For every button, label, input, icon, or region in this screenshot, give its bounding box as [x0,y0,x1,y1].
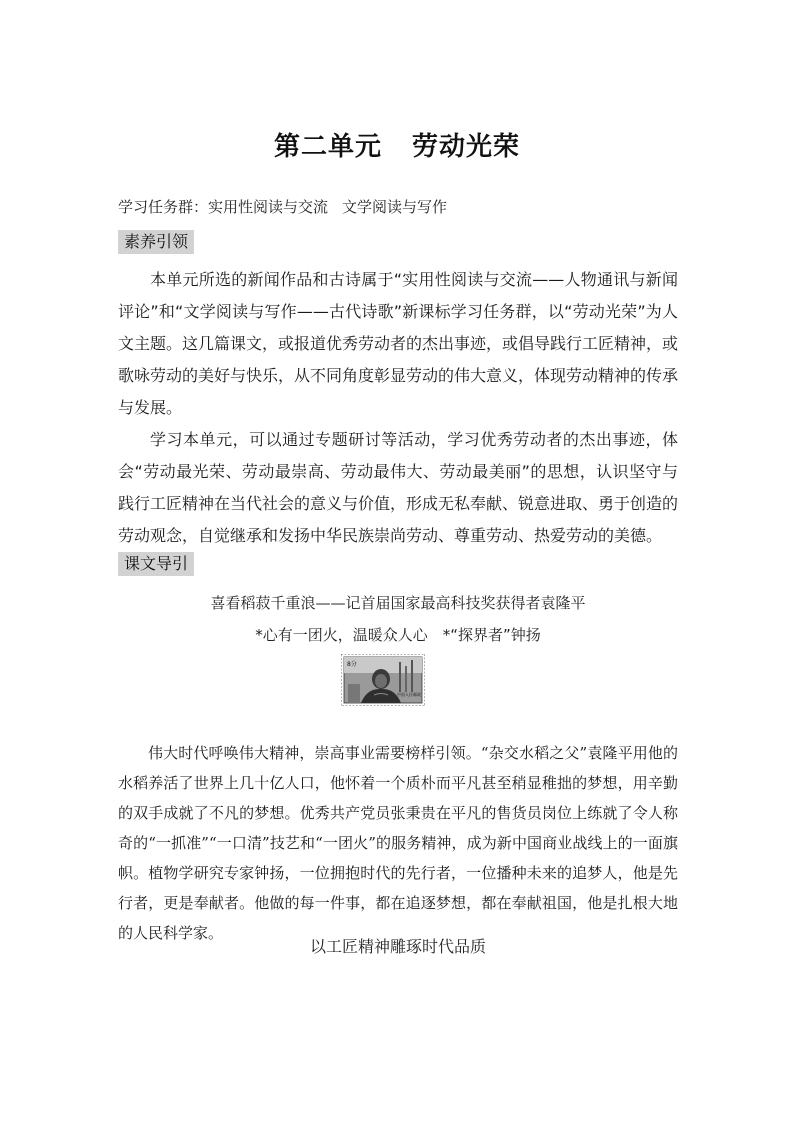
stamp-image [341,654,425,706]
section-tag-literacy: 素养引领 [118,230,194,254]
unit-theme: 劳动光荣 [412,132,521,162]
task-group-text-2: 文学阅读与写作 [342,198,448,216]
lesson-title-1: 喜看稻菽千重浪——记首届国家最高科技奖获得者袁隆平 [210,594,586,612]
literacy-paragraph-1: 本单元所选的新闻作品和古诗属于“实用性阅读与交流——人物通讯与新闻评论”和“文学阅读与写作——古代诗歌”新课标学习任务群，以“劳动光荣”为人文主题。这几篇课文，或报道优秀劳动者的杰出事迹，或倡导践行工匠精神，或歌咏劳动的美好与快乐，从不同角度彰显劳动的伟大意义，体现劳动精神的传承与发展。 [118,270,679,417]
lesson-title-2: *心有一团火，温暖众人心 *“探界者”钟扬 [255,626,541,644]
stamp-country-text: 中国人民邮政 [397,692,421,697]
stamp-value-text: 8分 [347,661,357,668]
page-title [0,126,794,163]
task-group-text: 学习任务群：实用性阅读与交流 [118,198,329,216]
lesson-title-3: 以工匠精神雕琢时代品质 [309,937,486,956]
task-group-line [118,196,447,217]
section-tag-guide: 课文导引 [118,552,194,576]
unit-number: 第二单元 [273,132,382,162]
guide-intro-paragraph: 伟大时代呼唤伟大精神，崇高事业需要榜样引领。“杂交水稻之父”袁隆平用他的水稻养活了世界上几十亿人口，他怀着一个质朴而平凡甚至稍显稚拙的梦想，用辛勤的双手成就了不凡的梦想。优秀共产党员张秉贵在平凡的售货员岗位上练就了令人称奇的“一抓准”“一口清”技艺和“一团火”的服务精神，成为新中国商业战线上的一面旗帜。植物学研究专家钟扬，一位拥抱时代的先行者，一位播种未来的追梦人，他是先行者，更是奉献者。他做的每一件事，都在追逐梦想，都在奉献祖国，他是扎根大地的人民科学家。 [118,744,678,942]
literacy-paragraph-2: 学习本单元，可以通过专题研讨等活动，学习优秀劳动者的杰出事迹，体会“劳动最光荣、劳动最崇高、劳动最伟大、劳动最美丽”的思想，认识坚守与践行工匠精神在当代社会的意义与价值，形成无私奉献、锐意进取、勇于创造的劳动观念，自觉继承和发扬中华民族崇尚劳动、尊重劳动、热爱劳动的美德。 [118,430,679,545]
